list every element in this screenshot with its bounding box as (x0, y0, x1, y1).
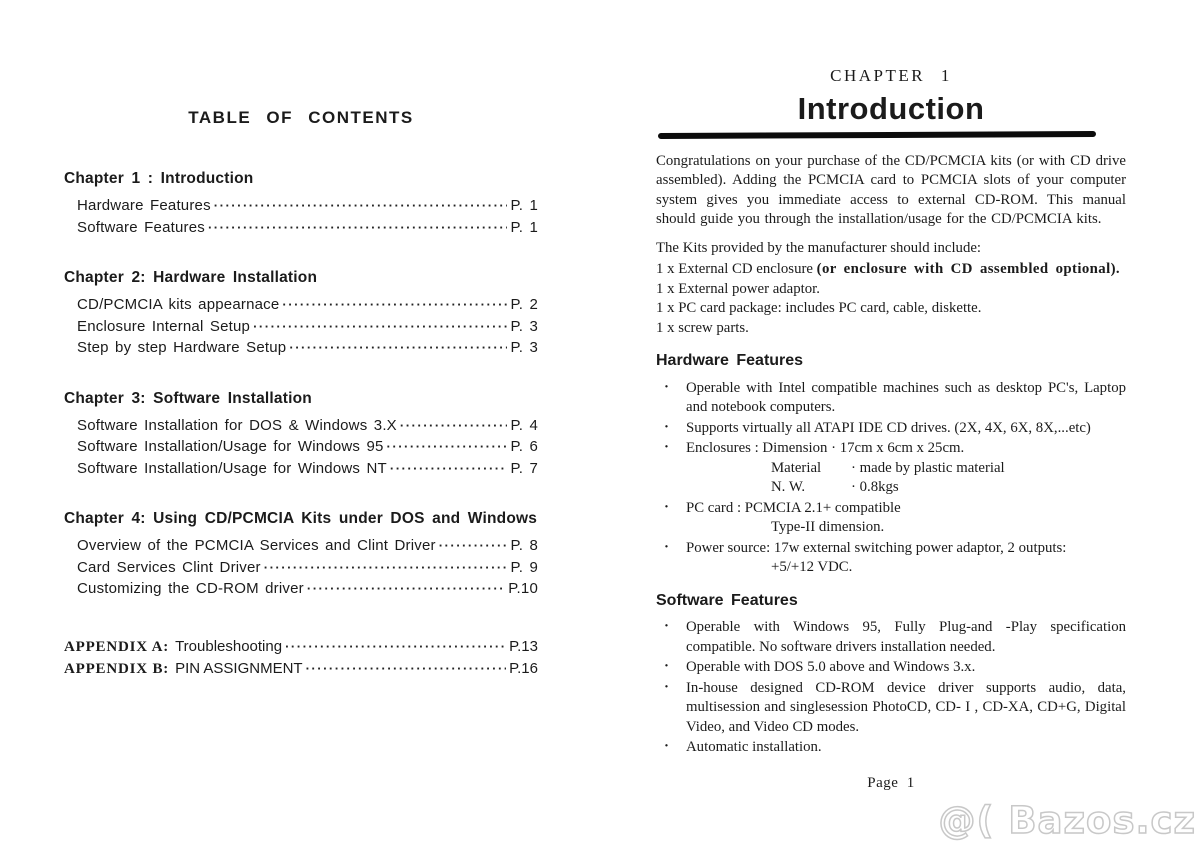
toc-entry (77, 316, 538, 338)
toc-entry-page: P. 3 (510, 317, 538, 335)
hardware-feature-item-text: Supports virtually all ATAPI IDE CD drives. (2X, 4X, 6X, 8X,...etc) (686, 419, 1091, 436)
spec-value: · 0.8kgs (851, 479, 899, 495)
chapter-label: CHAPTER 1 (830, 66, 952, 85)
toc-section (64, 170, 538, 238)
toc-entry-label: Software Installation for DOS & Windows 3.X (77, 416, 397, 434)
dot-leader (306, 658, 506, 680)
title-underline-rule (658, 131, 1096, 139)
hardware-feature-item-subline (771, 518, 1126, 538)
toc-entry-page: P. 1 (510, 218, 538, 236)
software-feature-item (656, 679, 1126, 738)
toc-title: TABLE OF CONTENTS (188, 108, 414, 127)
hardware-feature-item-text: Power source: 17w external switching power adaptor, 2 outputs: (686, 539, 1067, 556)
toc-section (64, 510, 538, 600)
spec-key: Material (771, 459, 822, 476)
toc-section (64, 390, 538, 480)
appendix-prefix: APPENDIX A: (64, 638, 170, 655)
toc-entry-label: Step by step Hardware Setup (77, 339, 287, 356)
software-feature-item-text: Automatic installation. (686, 739, 822, 755)
toc-section (64, 269, 538, 359)
toc-entry-list (64, 195, 538, 238)
toc-entry-label: CD/PCMCIA kits appearnace (77, 296, 280, 313)
dot-leader (282, 294, 507, 316)
toc-sections (64, 170, 538, 600)
toc-entry-list (64, 415, 538, 480)
software-feature-item-text: Operable with DOS 5.0 above and Windows 3.x. (686, 659, 976, 675)
toc-entry-label: Software Features (77, 218, 205, 236)
bullet-icon: · (664, 498, 669, 515)
dot-leader (307, 578, 505, 600)
appendix-page: P.16 (509, 659, 538, 677)
software-feature-item (656, 738, 1126, 758)
kit-item-text: 1 x External power adaptor. (656, 280, 820, 297)
dot-leader (253, 316, 507, 338)
toc-entry-label: Card Services Clint Driver (77, 558, 261, 576)
appendix-page: P.13 (509, 637, 538, 655)
toc-entry (77, 195, 538, 217)
toc-entry-page: P. 9 (510, 558, 538, 576)
software-feature-item (656, 618, 1126, 657)
toc-chapter-heading: Chapter 2: Hardware Installation (64, 269, 318, 286)
dot-leader (264, 557, 508, 579)
bullet-icon: · (664, 678, 669, 695)
kits-intro-line: The Kits provided by the manufacturer should include: (656, 239, 982, 256)
spec-value: Type-II dimension. (771, 519, 885, 535)
toc-entry (77, 557, 538, 579)
hardware-feature-item-subline (771, 459, 1126, 479)
kit-item (656, 319, 1126, 339)
kit-items-list (656, 260, 1126, 338)
toc-entry-page: P.10 (508, 580, 538, 597)
spec-key: N. W. (771, 479, 806, 495)
dot-leader (208, 217, 507, 239)
kit-item-text: 1 x PC card package: includes PC card, cable, diskette. (656, 300, 982, 316)
hardware-feature-item (656, 439, 1126, 498)
hardware-feature-item (656, 499, 1126, 538)
dot-leader (289, 337, 507, 359)
software-features-heading: Software Features (656, 591, 798, 609)
hardware-features-list (656, 379, 1126, 578)
bullet-icon: · (664, 658, 669, 674)
toc-entry-page: P. 2 (510, 296, 538, 313)
intro-paragraph: Congratulations on your purchase of the CD/PCMCIA kits (or with CD drive assembled). Adding the PCMCIA card to PCMCIA slots of your computer system gives you immediate access to external CD-ROM. This manual should guide you through the installation/usage for the CD/PCMCIA kits. (656, 152, 1126, 227)
hardware-feature-item-text: Operable with Intel compatible machines such as desktop PC's, Laptop and notebook computers. (686, 379, 1126, 415)
bazos-watermark: @( Bazos.cz (938, 799, 1196, 842)
toc-entry-list (64, 535, 538, 600)
kit-item (656, 299, 1126, 319)
toc-entry-label: Enclosure Internal Setup (77, 317, 251, 335)
toc-entry (77, 217, 538, 239)
toc-entry (77, 458, 538, 480)
toc-entry (77, 436, 538, 458)
page-number: Page 1 (867, 774, 915, 791)
hardware-feature-item (656, 379, 1126, 418)
hardware-feature-item-subline (771, 558, 1126, 578)
toc-entry (77, 415, 538, 437)
kit-item (656, 260, 1126, 280)
software-features-list (656, 618, 1126, 758)
spec-value: +5/+12 VDC. (771, 559, 853, 575)
toc-entry-label: Hardware Features (77, 197, 211, 214)
toc-entry (77, 337, 538, 359)
kit-item-bold-text: (or enclosure with CD assembled optional). (816, 261, 1121, 277)
kit-item-text: 1 x screw parts. (656, 319, 749, 336)
dot-leader (285, 636, 506, 658)
toc-entry-page: P. 1 (510, 197, 538, 214)
dot-leader (214, 195, 508, 217)
toc-entry-list (64, 294, 538, 359)
bullet-icon: · (664, 378, 669, 395)
dot-leader (390, 458, 508, 480)
introduction-page (656, 66, 1126, 793)
hardware-feature-item-text: Enclosures : Dimension · 17cm x 6cm x 25cm. (686, 440, 965, 456)
kit-item (656, 280, 1126, 300)
bullet-icon: · (664, 738, 669, 754)
table-of-contents-page (64, 108, 538, 680)
dot-leader (387, 436, 508, 458)
software-feature-item-text: In-house designed CD-ROM device driver supports audio, data, multisession and singlesession PhotoCD, CD- I , CD-XA, CD+G, Digital Video, and Video CD modes. (686, 679, 1126, 735)
toc-chapter-heading: Chapter 3: Software Installation (64, 389, 312, 407)
bullet-icon: · (664, 439, 669, 455)
appendix-entry (64, 636, 538, 658)
toc-entry-label: Software Installation/Usage for Windows NT (77, 459, 387, 477)
kit-item-text: 1 x External CD enclosure (656, 261, 817, 277)
software-feature-item (656, 658, 1126, 678)
toc-entry-page: P. 6 (510, 438, 538, 455)
spec-value: · made by plastic material (851, 459, 1005, 476)
hardware-features-heading: Hardware Features (656, 352, 804, 369)
bullet-icon: · (664, 418, 669, 435)
toc-entry-label: Customizing the CD-ROM driver (77, 580, 304, 597)
toc-entry-page: P. 8 (510, 537, 538, 554)
hardware-feature-item-subline (771, 478, 1126, 498)
hardware-feature-item-text: PC card : PCMCIA 2.1+ compatible (686, 499, 901, 516)
toc-entry (77, 535, 538, 557)
appendix-entry (64, 658, 538, 680)
dot-leader (439, 535, 508, 557)
dot-leader (400, 415, 508, 437)
chapter-title: Introduction (797, 90, 985, 126)
hardware-feature-item (656, 419, 1126, 439)
toc-entry-page: P. 4 (510, 416, 538, 434)
software-feature-item-text: Operable with Windows 95, Fully Plug-and -Play specification compatible. No software drivers installation needed. (686, 619, 1126, 655)
toc-entry-label: Software Installation/Usage for Windows 95 (77, 438, 384, 455)
appendix-label: PIN ASSIGNMENT (175, 659, 303, 677)
toc-entry-page: P. 3 (510, 339, 538, 356)
toc-chapter-heading: Chapter 4: Using CD/PCMCIA Kits under DOS and Windows (64, 510, 538, 527)
toc-entry-page: P. 7 (510, 459, 538, 477)
appendix-label: Troubleshooting (175, 637, 283, 655)
hardware-feature-item (656, 539, 1126, 578)
toc-entry-label: Overview of the PCMCIA Services and Clint Driver (77, 537, 436, 554)
toc-entry (77, 578, 538, 600)
bullet-icon: · (664, 538, 669, 555)
bullet-icon: · (664, 618, 669, 634)
toc-chapter-heading: Chapter 1 : Introduction (64, 170, 254, 187)
appendix-prefix: APPENDIX B: (64, 660, 170, 677)
toc-appendices (64, 636, 538, 680)
toc-entry (77, 294, 538, 316)
